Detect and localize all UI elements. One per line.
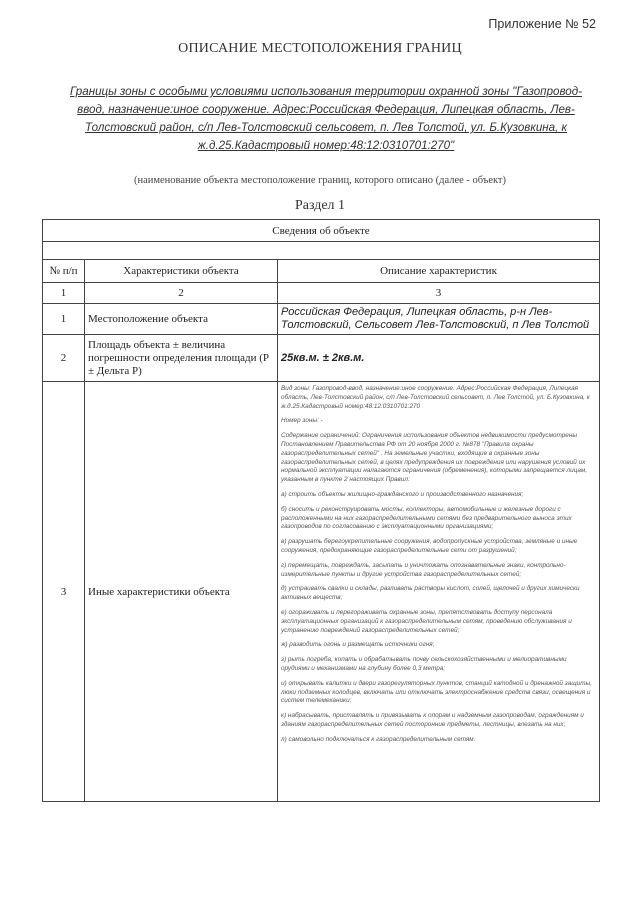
table-row — [43, 304, 600, 335]
col-header-number: № п/п — [43, 260, 85, 283]
detail-paragraph: Содержание ограничений: Ограничения использования объектов недвижимости предусмотрены Постановлением Правительства РФ от 20 ноября 2000 г. №878 "Правила охраны газораспределительных сетей" . На земельные участки, входящие в охранные зоны газораспределительных сетей, в целях предупреждения их повреждения или нарушения условий их нормальной эксплуатации налагаются ограничения (обременения), которыми запрещается лицам, указанным в пункте 2 настоящих Правил: — [281, 432, 588, 484]
detail-paragraph: б) сносить и реконструировать мосты, коллекторы, автомобильные и железные дороги с расположенными на них газораспределительными сетями без предварительного выноса этих газопроводов по согласованию с эксплуатационными организациями; — [281, 505, 572, 531]
col-number-3: 3 — [278, 283, 600, 304]
detail-paragraph: г) перемещать, повреждать, засыпать и уничтожать опознавательные знаки, контрольно-измерительные пункты и другие устройства газораспределительных сетей; — [281, 561, 566, 578]
detail-paragraph: и) открывать калитки и двери газорегуляторных пунктов, станций катодной и дренажной защиты, люки подземных колодцев, включать или отключать электроснабжение средств связи, освещения и систем телемеханики; — [281, 679, 593, 705]
table-heading-row — [43, 220, 600, 242]
col-number-1: 1 — [43, 283, 85, 304]
table-heading: Сведения об объекте — [43, 220, 600, 242]
row-value-details — [278, 382, 600, 802]
col-header-description: Описание характеристик — [278, 260, 600, 283]
detail-paragraph: Номер зоны: - — [281, 417, 323, 425]
table-spacer-row — [43, 242, 600, 260]
col-header-characteristic: Характеристики объекта — [85, 260, 278, 283]
table-spacer — [43, 242, 600, 260]
table-row — [43, 335, 600, 382]
detail-paragraph: ж) разводить огонь и размещать источники огня; — [281, 641, 435, 649]
detail-paragraph: д) устраивать свалки и склады, разливать растворы кислот, солей, щелочей и других химически активных веществ; — [281, 585, 580, 602]
detail-paragraph: Вид зоны: Газопровод-ввод, назначение:иное сооружение. Адрес:Российская Федерация, Липецкая область, Лев-Толстовский район, с/п Лев-Толстовский сельсовет, п. Лев Толстой, ул. Б.Кузовкина, к ж.д.25.Кадастровый номер:48:12:0310701:270 — [281, 385, 590, 410]
detail-paragraph: а) строить объекты жилищно-гражданского и производственного назначения; — [281, 490, 524, 498]
document-title: ОПИСАНИЕ МЕСТОПОЛОЖЕНИЯ ГРАНИЦ — [178, 41, 462, 56]
object-info-table — [42, 219, 600, 802]
table-col-number-row — [43, 283, 600, 304]
row-value: 25кв.м. ± 2кв.м. — [278, 335, 600, 382]
table-row — [43, 382, 600, 802]
zone-description: Границы зоны с особыми условиями использования территории охранной зоны "Газопровод-ввод, назначение:иное сооружение. Адрес:Российская Федерация, Липецкая область, Лев-Толстовский район, с/п Лев-Толстовский сельсовет, п. Лев Толстой, ул. Б.Кузовкина, к ж.д.25.Кадастровый номер:48:12:0310701:270" — [70, 85, 582, 152]
detail-paragraph: л) самовольно подключаться к газораспределительным сетям. — [281, 735, 476, 743]
row-characteristic: Иные характеристики объекта — [85, 382, 278, 802]
row-number: 1 — [43, 304, 85, 335]
row-value: Российская Федерация, Липецкая область, р-н Лев-Толстовский, Сельсовет Лев-Толстовский, п Лев Толстой — [278, 304, 600, 335]
object-caption: (наименование объекта местоположение границ, которого описано (далее - объект) — [133, 175, 507, 186]
appendix-number: Приложение № 52 — [488, 17, 596, 31]
detail-paragraph: к) набрасывать, приставлять и привязывать к опорам и надземным газопроводам, ограждениям и зданиям газораспределительных сетей посторонние предметы, лестницы, влезать на них; — [281, 712, 584, 728]
row-number: 3 — [43, 382, 85, 802]
detail-paragraph: з) рыть погреба, копать и обрабатывать почву сельскохозяйственными и мелиоративными орудиями и механизмами на глубину более 0,3 метра; — [281, 656, 567, 672]
section-title: Раздел 1 — [294, 198, 346, 213]
row-characteristic: Местоположение объекта — [85, 304, 278, 335]
row-number: 2 — [43, 335, 85, 382]
detail-paragraph: е) огораживать и перегораживать охранные зоны, препятствовать доступу персонала эксплуатационных организаций к газораспределительным сетям, проведению обслуживания и устранению повреждений газораспределительных сетей; — [281, 608, 572, 634]
col-number-2: 2 — [85, 283, 278, 304]
detail-paragraph: в) разрушать берегоукрепительные сооружения, водопропускные устройства, земляные и иные сооружения, предохраняющие газораспределительные сети от разрушений; — [281, 538, 578, 554]
table-header-row — [43, 260, 600, 283]
row-characteristic: Площадь объекта ± величина погрешности определения площади (Р ± Дельта Р) — [85, 335, 278, 382]
